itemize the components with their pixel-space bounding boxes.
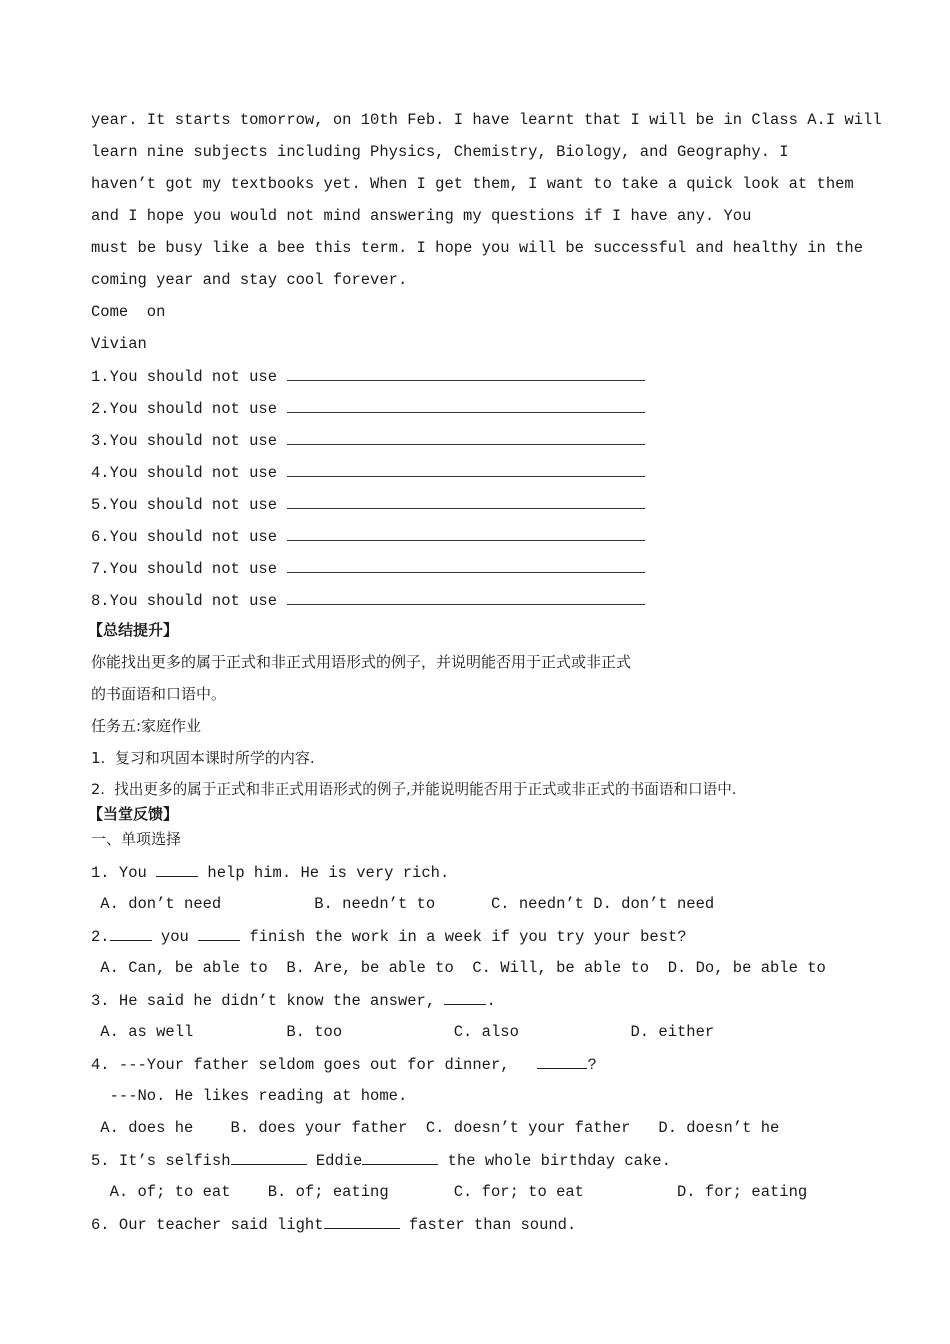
answer-blank[interactable] — [231, 1150, 307, 1165]
answer-blank[interactable] — [287, 366, 645, 381]
exercise-prompt: 3.You should not use — [91, 432, 278, 450]
answer-blank[interactable] — [287, 398, 645, 413]
letter-line: haven’t got my textbooks yet. When I get them, I want to take a quick look at them — [91, 175, 854, 193]
answer-blank[interactable] — [444, 990, 486, 1005]
section-title: 一、单项选择 — [91, 830, 182, 848]
question-2 — [91, 926, 687, 947]
question-5 — [91, 1150, 671, 1171]
answer-blank[interactable] — [287, 462, 645, 477]
answer-blank[interactable] — [287, 494, 645, 509]
question-text: faster than sound. — [399, 1216, 577, 1234]
letter-line: coming year and stay cool forever. — [91, 271, 408, 289]
task-item: 2. 找出更多的属于正式和非正式用语形式的例子,并能说明能否用于正式或非正式的书面语和口语中. — [91, 781, 737, 798]
question-text: 1. You — [91, 864, 157, 882]
answer-blank[interactable] — [537, 1054, 587, 1069]
question-6 — [91, 1214, 576, 1235]
letter-closing: Come on — [91, 303, 166, 321]
exercise-item — [91, 590, 645, 611]
exercise-item — [91, 366, 645, 387]
question-text: you — [151, 928, 199, 946]
exercise-prompt: 8.You should not use — [91, 592, 278, 610]
question-reply: ---No. He likes reading at home. — [91, 1087, 408, 1105]
question-text: 3. He said he didn’t know the answer, — [91, 992, 445, 1010]
exercise-item — [91, 494, 645, 515]
summary-text: 的书面语和口语中。 — [91, 685, 227, 703]
exercise-prompt: 2.You should not use — [91, 400, 278, 418]
answer-blank[interactable] — [287, 558, 645, 573]
question-4 — [91, 1054, 597, 1075]
letter-line: learn nine subjects including Physics, Chemistry, Biology, and Geography. I — [91, 143, 789, 161]
exercise-item — [91, 462, 645, 483]
answer-blank[interactable] — [362, 1150, 438, 1165]
question-options: A. as well B. too C. also D. either — [91, 1023, 715, 1041]
exercise-item — [91, 558, 645, 579]
exercise-prompt: 4.You should not use — [91, 464, 278, 482]
question-text: finish the work in a week if you try your best? — [240, 928, 687, 946]
answer-blank[interactable] — [287, 430, 645, 445]
question-text: 6. Our teacher said light — [91, 1216, 324, 1234]
question-options: A. don’t need B. needn’t to C. needn’t D. don’t need — [91, 895, 715, 913]
question-options: A. of; to eat B. of; eating C. for; to eat D. for; eating — [91, 1183, 808, 1201]
question-text: 4. ---Your father seldom goes out for dinner, — [91, 1056, 538, 1074]
letter-signature: Vivian — [91, 335, 147, 353]
exercise-prompt: 5.You should not use — [91, 496, 278, 514]
question-text: the whole birthday cake. — [438, 1152, 671, 1170]
exercise-prompt: 7.You should not use — [91, 560, 278, 578]
task-item: 1. 复习和巩固本课时所学的内容. — [91, 749, 315, 767]
letter-line: and I hope you would not mind answering my questions if I have any. You — [91, 207, 752, 225]
answer-blank[interactable] — [287, 526, 645, 541]
question-text: 5. It’s selfish — [91, 1152, 231, 1170]
question-text: ? — [587, 1056, 597, 1074]
exercise-item — [91, 430, 645, 451]
answer-blank[interactable] — [287, 590, 645, 605]
question-text: 2. — [91, 928, 110, 946]
letter-line: must be busy like a bee this term. I hope you will be successful and healthy in the — [91, 239, 864, 257]
question-1 — [91, 862, 449, 883]
question-text: . — [486, 992, 496, 1010]
answer-blank[interactable] — [110, 926, 152, 941]
answer-blank[interactable] — [324, 1214, 400, 1229]
summary-text: 你能找出更多的属于正式和非正式用语形式的例子，并说明能否用于正式或非正式 — [91, 653, 632, 671]
letter-line: year. It starts tomorrow, on 10th Feb. I have learnt that I will be in Class A.I will — [91, 111, 882, 129]
question-3 — [91, 990, 496, 1011]
task-title: 任务五:家庭作业 — [91, 717, 202, 735]
question-options: A. does he B. does your father C. doesn’t your father D. doesn’t he — [91, 1119, 780, 1137]
summary-heading: 【总结提升】 — [88, 621, 179, 639]
exercise-prompt: 1.You should not use — [91, 368, 278, 386]
question-options: A. Can, be able to B. Are, be able to C. Will, be able to D. Do, be able to — [91, 959, 826, 977]
answer-blank[interactable] — [156, 862, 198, 877]
feedback-heading: 【当堂反馈】 — [88, 805, 179, 823]
exercise-item — [91, 526, 645, 547]
exercise-prompt: 6.You should not use — [91, 528, 278, 546]
exercise-item — [91, 398, 645, 419]
question-text: Eddie — [306, 1152, 363, 1170]
answer-blank[interactable] — [198, 926, 240, 941]
question-text: help him. He is very rich. — [198, 864, 450, 882]
